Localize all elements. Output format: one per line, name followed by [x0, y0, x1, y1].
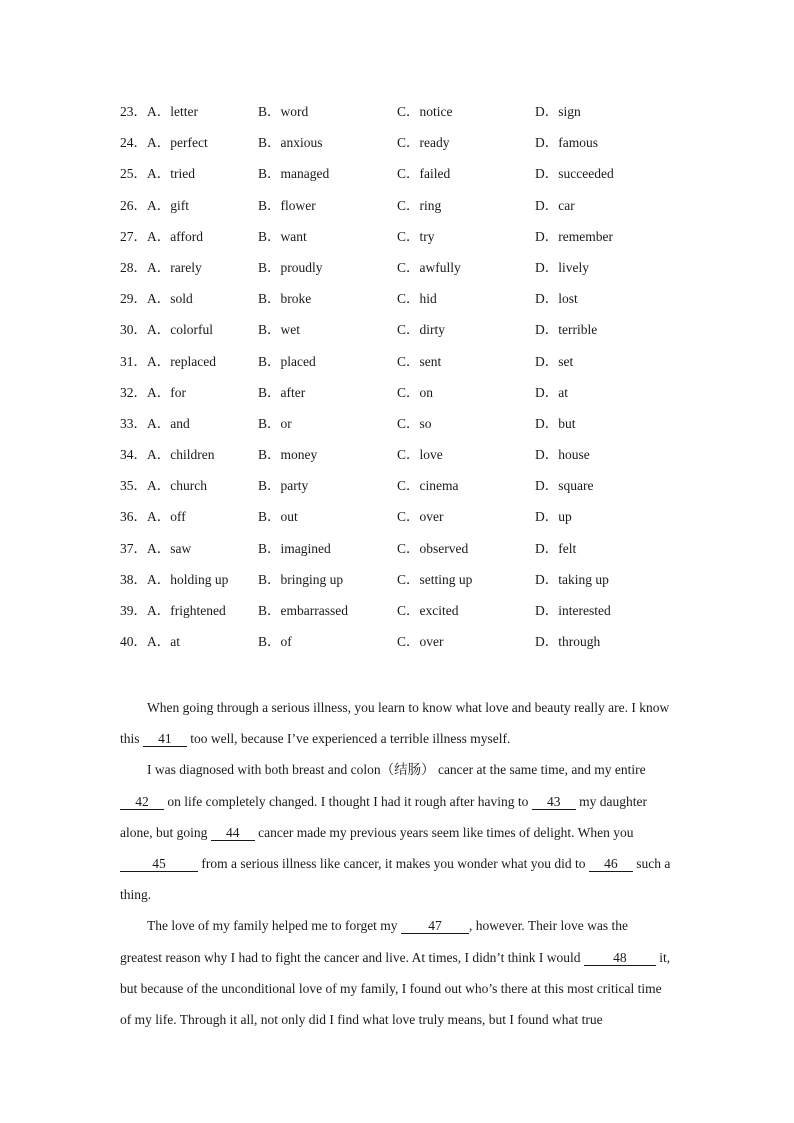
option-d: D．succeeded: [535, 166, 614, 182]
option-b: B．imagined: [258, 540, 331, 556]
option-b: B．out: [258, 509, 298, 525]
option-c: C．observed: [397, 540, 469, 556]
option-a: 39．A．frightened: [120, 603, 226, 618]
option-c: C．ring: [397, 197, 442, 213]
question-number: 39．: [120, 603, 147, 618]
option-d: D．set: [535, 353, 574, 369]
option-b: B．anxious: [258, 135, 323, 151]
option-c: C．excited: [397, 603, 459, 618]
option-c: C．awfully: [397, 259, 461, 275]
option-row-24: [120, 132, 680, 163]
answer-options: [120, 101, 680, 662]
blank-47[interactable]: 47: [401, 919, 469, 934]
option-c: C．failed: [397, 166, 451, 182]
question-number: 27．: [120, 228, 147, 244]
reading-passage: [120, 692, 672, 1035]
question-number: 29．: [120, 291, 147, 307]
question-number: 36．: [120, 509, 147, 525]
option-a: 36．A．off: [120, 509, 186, 525]
option-row-30: [120, 319, 680, 350]
option-b: B．of: [258, 634, 292, 650]
option-d: D．lost: [535, 291, 578, 307]
question-number: 26．: [120, 197, 147, 213]
question-number: 24．: [120, 135, 147, 151]
option-c: C．hid: [397, 291, 437, 307]
paragraph-1: When going through a serious illness, you learn to know what love and beauty really are. I know this 41 too well, because I’ve experienced a terrible illness myself.: [120, 700, 670, 747]
option-a: 35．A．church: [120, 478, 207, 494]
option-a: 23．A．letter: [120, 104, 198, 119]
option-b: B．placed: [258, 353, 316, 369]
option-d: D．felt: [535, 540, 577, 556]
option-c: C．so: [397, 415, 432, 431]
question-number: 40．: [120, 634, 147, 650]
question-number: 31．: [120, 353, 147, 369]
option-row-29: [120, 288, 680, 319]
option-d: D．taking up: [535, 571, 609, 587]
option-row-36: [120, 506, 680, 537]
option-row-28: [120, 257, 680, 288]
question-number: 37．: [120, 540, 147, 556]
option-c: C．on: [397, 384, 434, 400]
option-b: B．want: [258, 228, 307, 244]
option-a: 37．A．saw: [120, 540, 192, 556]
option-b: B．flower: [258, 197, 316, 213]
blank-41[interactable]: 41: [143, 732, 187, 747]
option-b: B．money: [258, 447, 318, 463]
option-d: D．through: [535, 634, 601, 650]
option-a: 25．A．tried: [120, 166, 195, 182]
blank-43[interactable]: 43: [532, 795, 576, 810]
option-b: B．or: [258, 415, 292, 431]
option-b: B．proudly: [258, 259, 323, 275]
question-number: 34．: [120, 447, 147, 463]
option-row-27: [120, 226, 680, 257]
option-b: B．managed: [258, 166, 330, 182]
option-row-39: [120, 600, 680, 631]
option-c: C．over: [397, 509, 444, 525]
option-a: 24．A．perfect: [120, 135, 208, 151]
option-c: C．sent: [397, 353, 442, 369]
option-d: D．car: [535, 197, 575, 213]
question-number: 25．: [120, 166, 147, 182]
option-d: D．famous: [535, 135, 598, 151]
option-row-33: [120, 413, 680, 444]
option-row-40: [120, 631, 680, 662]
option-c: C．notice: [397, 104, 453, 119]
option-a: 34．A．children: [120, 447, 215, 463]
question-number: 38．: [120, 571, 147, 587]
blank-48[interactable]: 48: [584, 951, 656, 966]
blank-44[interactable]: 44: [211, 826, 255, 841]
option-row-34: [120, 444, 680, 475]
option-b: B．word: [258, 104, 309, 119]
paragraph-2: I was diagnosed with both breast and colon（结肠） cancer at the same time, and my entire 42 on life completely changed. I thought I had it rough after having to 43 my daughter alone, but going 44 cancer made my previous years seem like times of delight. When you 45 from a serious illness like cancer, it makes you wonder what you did to 46 such a thing.: [120, 762, 671, 903]
option-c: C．setting up: [397, 571, 473, 587]
option-c: C．dirty: [397, 322, 446, 338]
option-row-38: [120, 569, 680, 600]
option-d: D．lively: [535, 259, 589, 275]
option-a: 31．A．replaced: [120, 353, 216, 369]
option-c: C．ready: [397, 135, 450, 151]
option-a: 29．A．sold: [120, 291, 193, 307]
option-b: B．broke: [258, 291, 312, 307]
question-number: 33．: [120, 415, 147, 431]
option-a: 40．A．at: [120, 634, 180, 650]
option-b: B．after: [258, 384, 306, 400]
option-b: B．embarrassed: [258, 603, 348, 618]
blank-46[interactable]: 46: [589, 857, 633, 872]
option-d: D．but: [535, 415, 576, 431]
option-a: 27．A．afford: [120, 228, 203, 244]
option-a: 33．A．and: [120, 415, 190, 431]
option-c: C．try: [397, 228, 435, 244]
option-d: D．interested: [535, 603, 611, 618]
paragraph-3: The love of my family helped me to forget my 47 , however. Their love was the greatest reason why I had to fight the cancer and live. At times, I didn’t think I would 48 it, but because of the unconditional love of my family, I found out who’s there at this most critical time of my life. Through it all, not only did I find what love truly means, but I found what true: [120, 918, 671, 1028]
option-b: B．party: [258, 478, 309, 494]
option-a: 38．A．holding up: [120, 571, 229, 587]
option-d: D．house: [535, 447, 590, 463]
question-number: 35．: [120, 478, 147, 494]
option-row-26: [120, 195, 680, 226]
option-d: D．at: [535, 384, 568, 400]
option-row-35: [120, 475, 680, 506]
option-a: 32．A．for: [120, 384, 186, 400]
option-a: 28．A．rarely: [120, 259, 202, 275]
blank-45[interactable]: 45: [120, 857, 198, 872]
option-row-32: [120, 382, 680, 413]
option-a: 30．A．colorful: [120, 322, 213, 338]
question-number: 32．: [120, 384, 147, 400]
option-d: D．sign: [535, 104, 581, 119]
question-number: 28．: [120, 259, 147, 275]
option-a: 26．A．gift: [120, 197, 189, 213]
question-number: 23．: [120, 104, 147, 119]
option-d: D．up: [535, 509, 572, 525]
option-b: B．bringing up: [258, 571, 344, 587]
option-d: D．terrible: [535, 322, 598, 338]
blank-42[interactable]: 42: [120, 795, 164, 810]
option-c: C．cinema: [397, 478, 459, 494]
option-d: D．square: [535, 478, 594, 494]
option-row-31: [120, 351, 680, 382]
option-d: D．remember: [535, 228, 613, 244]
option-c: C．love: [397, 447, 443, 463]
option-row-25: [120, 163, 680, 194]
option-row-37: [120, 538, 680, 569]
option-row-23: [120, 101, 680, 132]
question-number: 30．: [120, 322, 147, 338]
option-c: C．over: [397, 634, 444, 650]
option-b: B．wet: [258, 322, 300, 338]
